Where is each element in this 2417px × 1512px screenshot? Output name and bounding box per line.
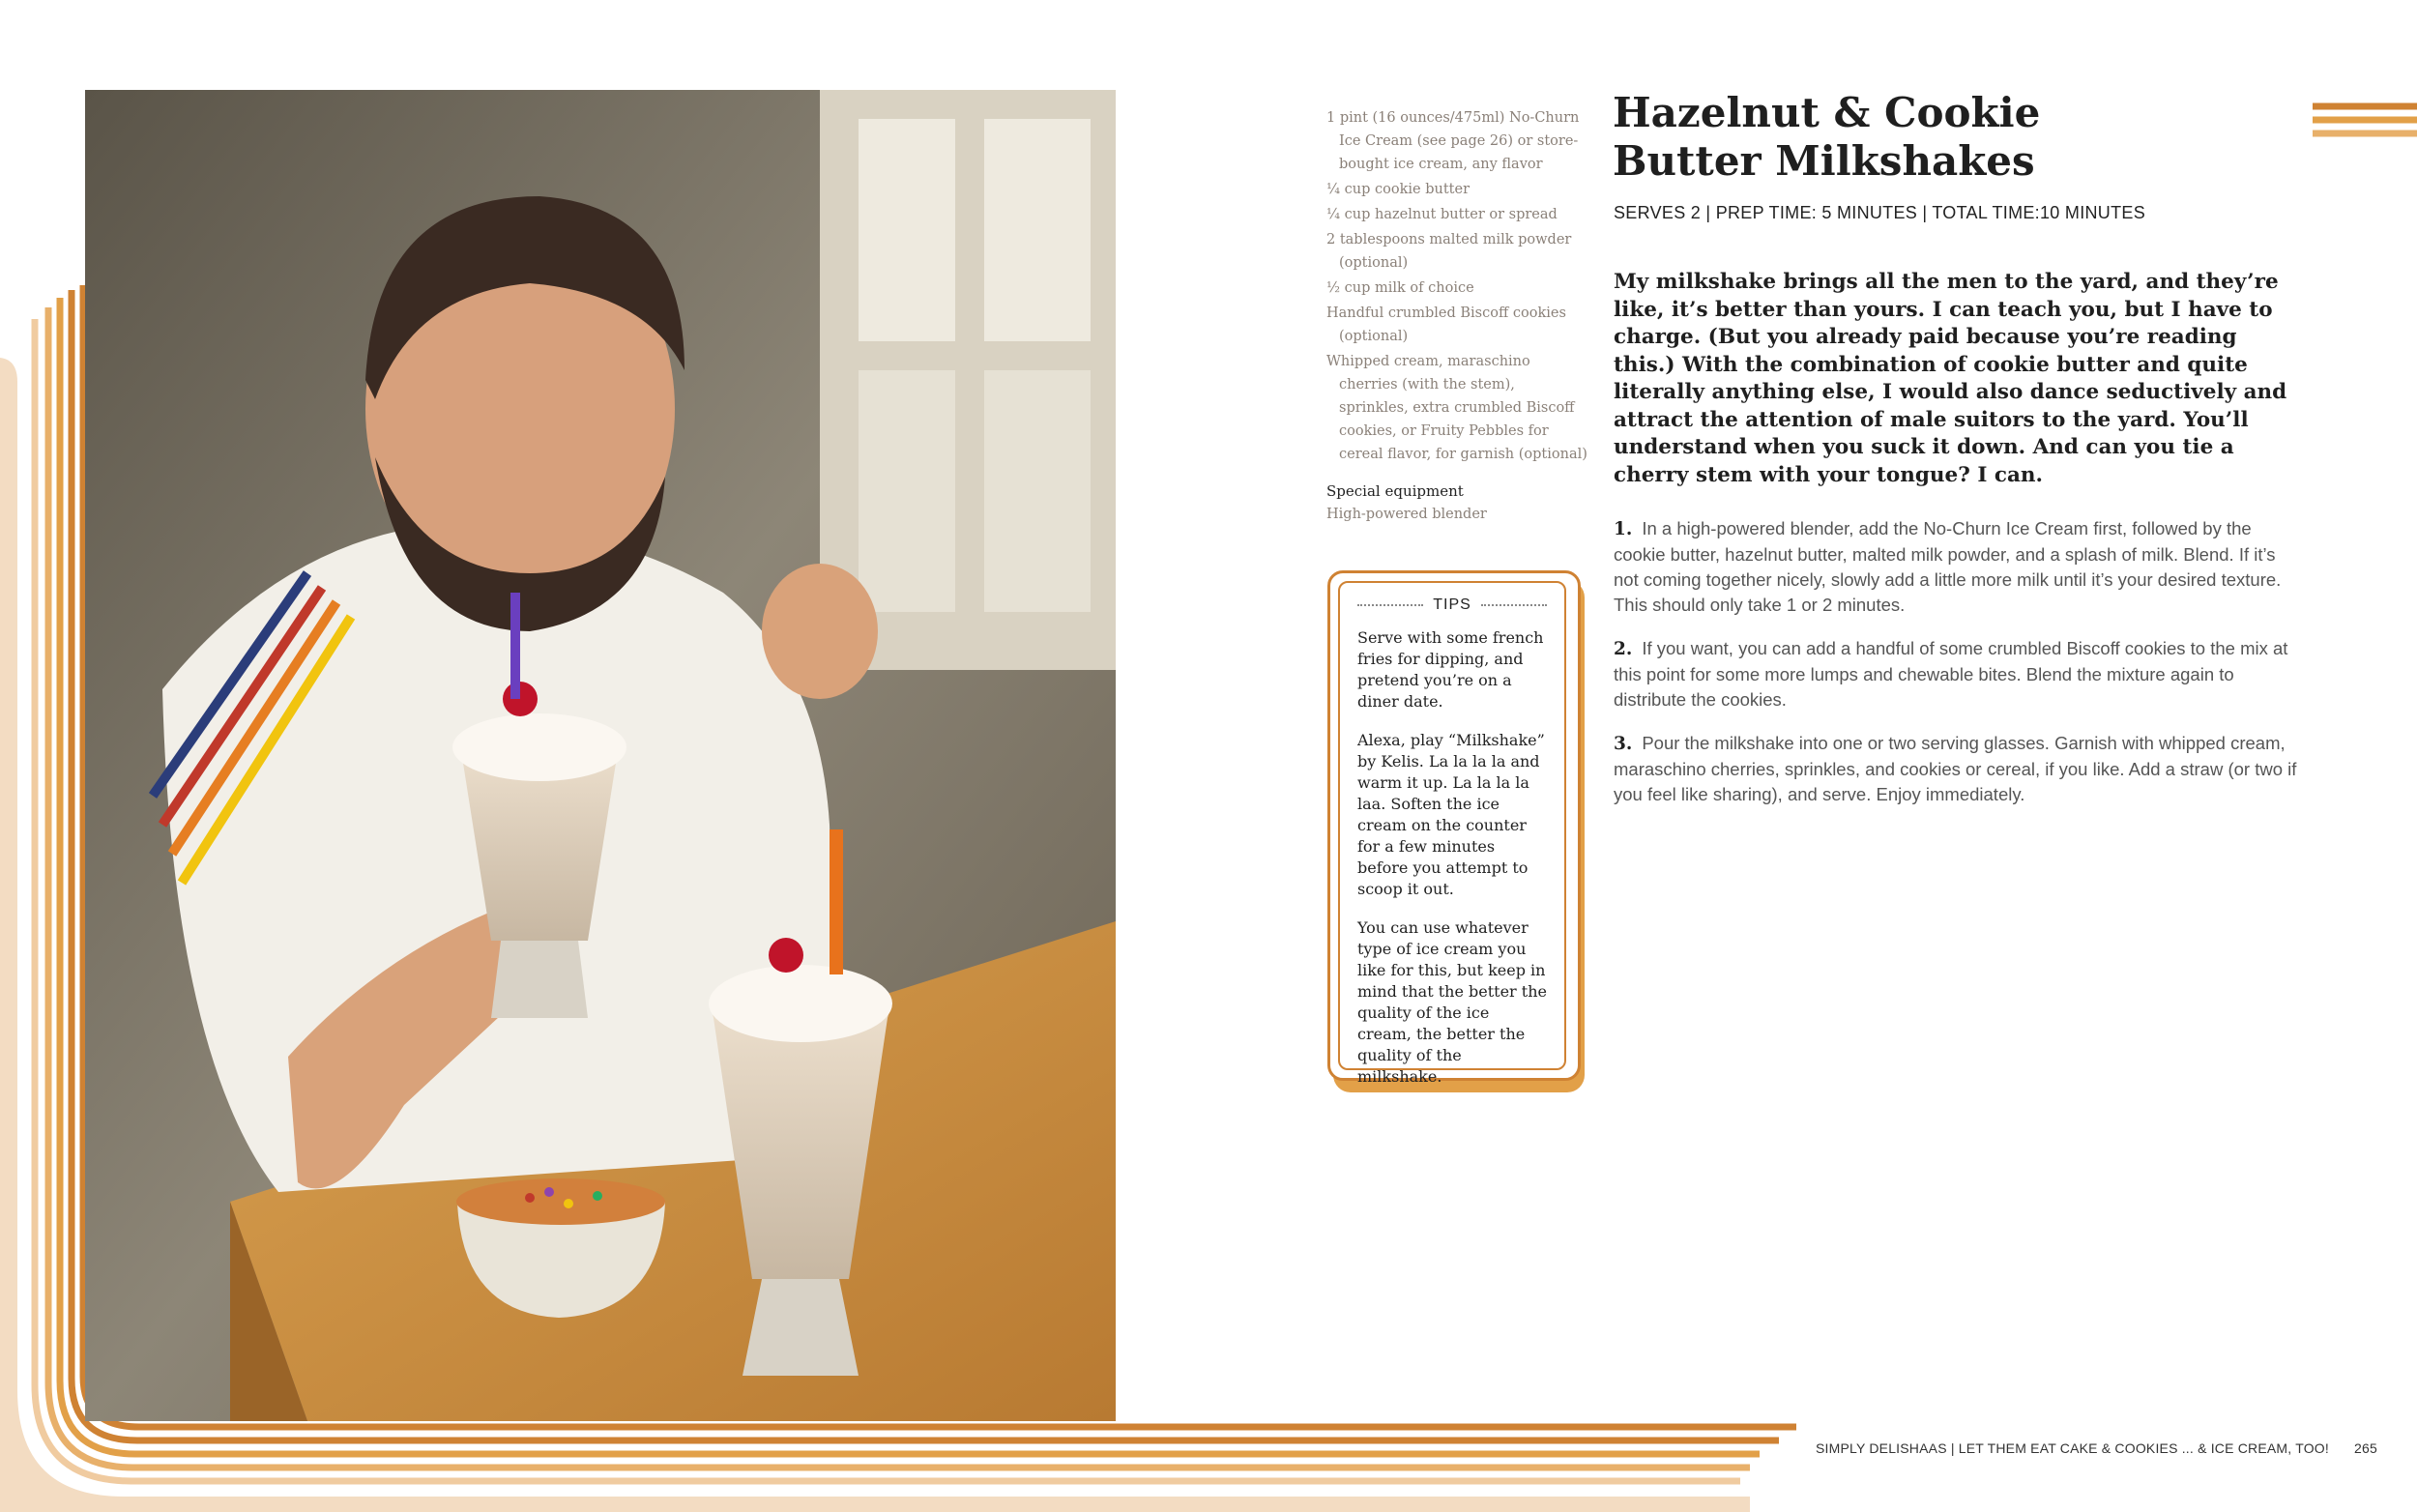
- tip-item: Serve with some french fries for dipping, and pretend you’re on a diner date.: [1357, 628, 1544, 711]
- ingredient-list: [1326, 106, 1587, 526]
- step-number: 3.: [1614, 734, 1633, 754]
- ingredient-item: 2 tablespoons malted milk powder (optional): [1326, 232, 1572, 271]
- step-text: Pour the milkshake into one or two serving glasses. Garnish with whipped cream, maraschino cherries, sprinkles, and cookies or cereal, if you like. Add a straw (or two if you feel like sharing), and serve. Enjoy immediately.: [1614, 733, 2297, 804]
- equipment-item: High-powered blender: [1326, 507, 1487, 522]
- ingredient-item: 1 pint (16 ounces/475ml) No-Churn Ice Cream (see page 26) or store-bought ice cream, any flavor: [1326, 110, 1580, 172]
- recipe-title: Hazelnut & Cookie Butter Milkshakes: [1613, 89, 2041, 185]
- step-text: If you want, you can add a handful of some crumbled Biscoff cookies to the mix at this point for some more lumps and chewable bites. Blend the mixture again to distribute the cookies.: [1614, 638, 2288, 710]
- ingredient-item: ½ cup milk of choice: [1326, 280, 1474, 296]
- page-number: 265: [2353, 1440, 2377, 1456]
- ingredient-item: Whipped cream, maraschino cherries (with the stem), sprinkles, extra crumbled Biscoff cookies, or Fruity Pebbles for cereal flavor, for garnish (optional): [1326, 354, 1587, 462]
- dotted-rule-right: [1481, 604, 1547, 606]
- step-item: [1614, 731, 2305, 807]
- tips-title: TIPS: [1433, 596, 1471, 613]
- tip-item: You can use whatever type of ice cream you like for this, but keep in mind that the better the quality of the ice cream, the better the quality of the milkshake.: [1357, 918, 1547, 1086]
- ingredient-item: Handful crumbled Biscoff cookies (optional): [1326, 305, 1566, 344]
- running-head: SIMPLY DELISHAAS | LET THEM EAT CAKE & COOKIES ... & ICE CREAM, TOO!: [1816, 1440, 2329, 1456]
- step-item: [1614, 636, 2305, 712]
- recipe-meta: SERVES 2 | PREP TIME: 5 MINUTES | TOTAL TIME:10 MINUTES: [1614, 203, 2145, 222]
- step-number: 1.: [1614, 519, 1633, 539]
- page-footer: [1816, 1440, 2377, 1456]
- photo-man-with-milkshakes-icon: [85, 90, 1116, 1421]
- ingredient-item: ¼ cup hazelnut butter or spread: [1326, 207, 1558, 222]
- step-number: 2.: [1614, 639, 1633, 659]
- special-equipment-heading: Special equipment: [1326, 482, 1464, 500]
- tips-box-inner: [1338, 581, 1566, 1086]
- dotted-rule-left: [1357, 604, 1423, 606]
- recipe-photo: [85, 90, 1116, 1421]
- tips-heading: [1357, 596, 1547, 614]
- recipe-steps: [1614, 516, 2305, 826]
- step-item: [1614, 516, 2305, 618]
- ingredient-item: ¼ cup cookie butter: [1326, 182, 1470, 197]
- recipe-intro: My milkshake brings all the men to the yard, and they’re like, it’s better than yours. I can teach you, but I have to charge. (But you already paid because you’re reading this.) With the combination of cookie butter and quite literally anything else, I would also dance seductively and attract the attention of male suitors to the yard. You’ll understand when you suck it down. And can you tie a cherry stem with your tongue? I can.: [1614, 270, 2287, 487]
- tips-box: [1327, 570, 1579, 1086]
- tip-item: Alexa, play “Milkshake” by Kelis. La la la la and warm it up. La la la la laa. Soften the ice cream on the counter for a few minutes before you attempt to scoop it out.: [1357, 731, 1545, 898]
- step-text: In a high-powered blender, add the No-Churn Ice Cream first, followed by the cookie butter, hazelnut butter, malted milk powder, and a splash of milk. Blend. If it’s not coming together nicely, slowly add a little more milk until it’s your desired texture. This should only take 1 or 2 minutes.: [1614, 518, 2282, 615]
- tips-box-frame: [1327, 570, 1581, 1086]
